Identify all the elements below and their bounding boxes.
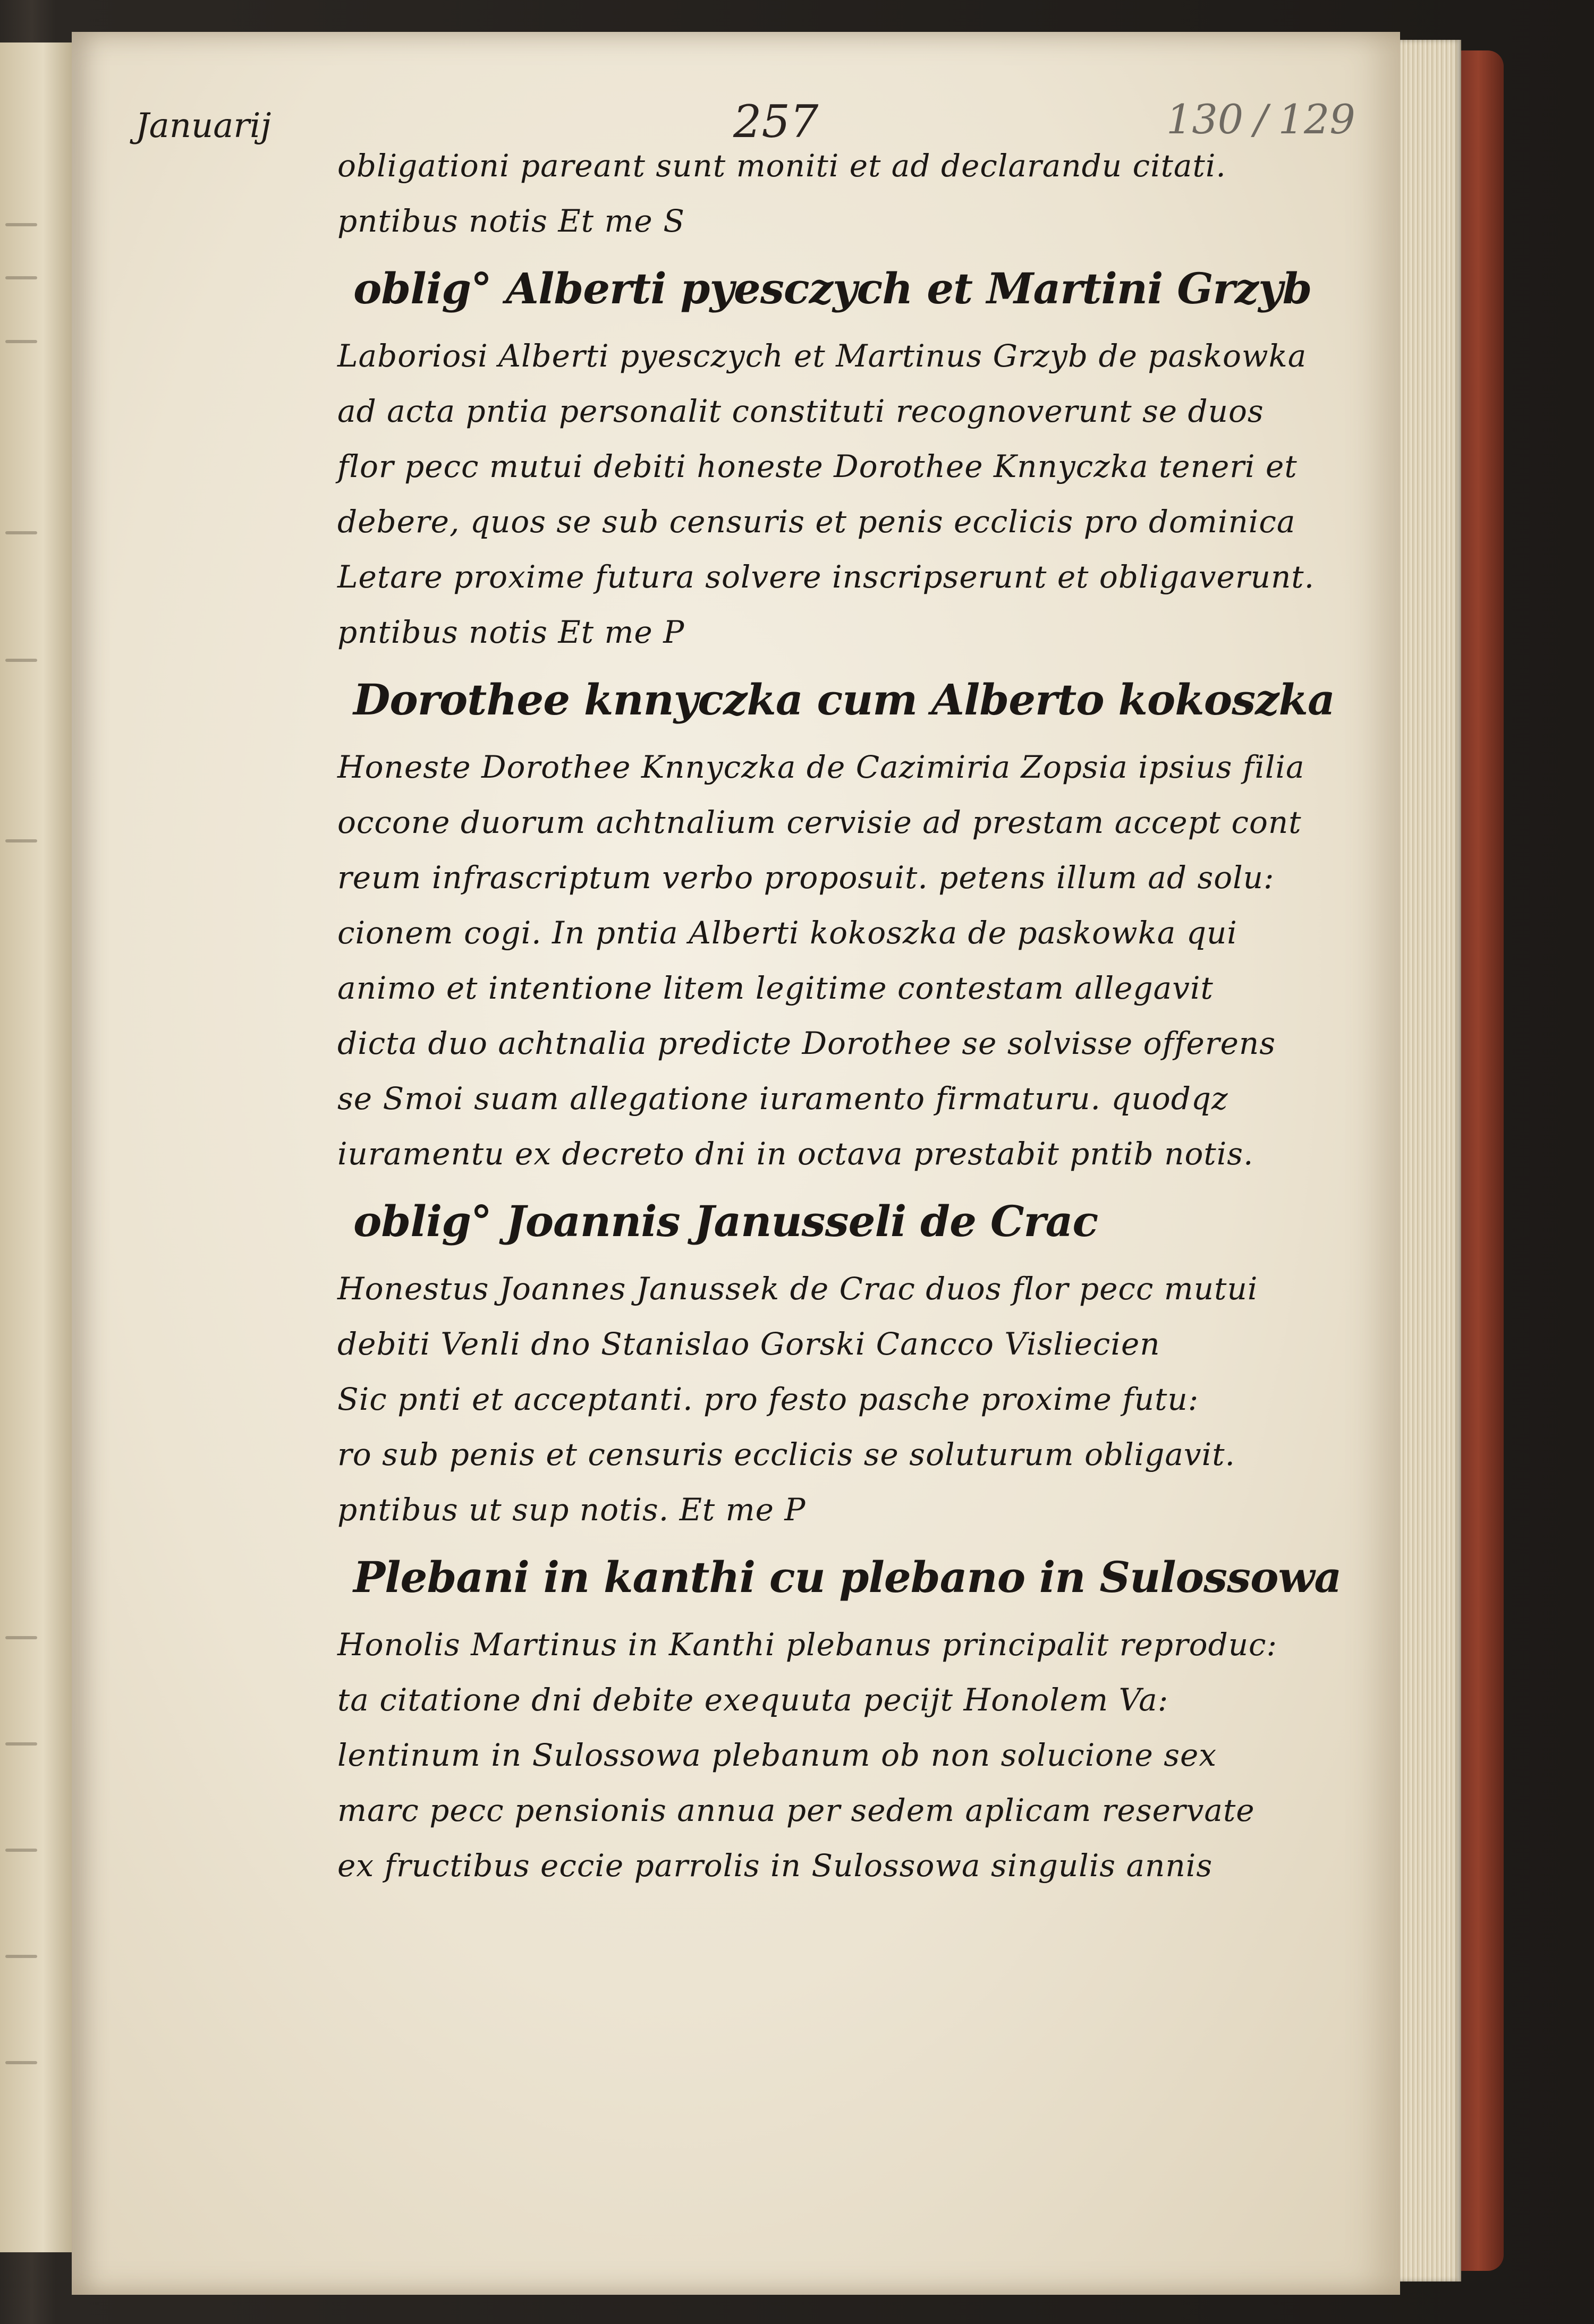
text-line: animo et intentione litem legitime contestam allegavit bbox=[337, 970, 1214, 1006]
text-line: debiti Venli dno Stanislao Gorski Cancco Visliecien bbox=[337, 1326, 1160, 1362]
text-line: ro sub penis et censuris ecclicis se soluturum obligavit. bbox=[337, 1436, 1235, 1472]
old-folio-number: 130 bbox=[1166, 96, 1244, 143]
entry-title: Plebani in kanthi cu plebano in Sulossowa bbox=[353, 1552, 1342, 1602]
entry bbox=[337, 660, 1400, 1181]
text-line: ex fructibus eccie parrolis in Sulossowa singulis annis bbox=[337, 1848, 1213, 1884]
entry-title: oblig° Joannis Janusseli de Crac bbox=[353, 1196, 1098, 1246]
folio-number: 257 bbox=[733, 96, 819, 148]
old-folio-number: 129 bbox=[1278, 96, 1355, 143]
text-line: dicta duo achtnalia predicte Dorothee se solvisse offerens bbox=[337, 1025, 1276, 1061]
leather-binding bbox=[1461, 50, 1504, 2271]
entry bbox=[337, 249, 1400, 660]
text-line: Laboriosi Alberti pyesczych et Martinus Grzyb de paskowka bbox=[337, 338, 1307, 374]
entry bbox=[337, 1181, 1400, 1537]
entry bbox=[337, 1537, 1400, 1893]
entry-title: Dorothee knnyczka cum Alberto kokoszka bbox=[353, 675, 1335, 725]
text-line: marc pecc pensionis annua per sedem aplicam reservate bbox=[337, 1792, 1255, 1828]
text-line: Honeste Dorothee Knnyczka de Cazimiria Zopsia ipsius filia bbox=[337, 749, 1305, 785]
text-line: reum infrascriptum verbo proposuit. petens illum ad solu: bbox=[337, 859, 1275, 896]
text-line: flor pecc mutui debiti honeste Dorothee Knnyczka teneri et bbox=[337, 448, 1298, 484]
facing-page-edge bbox=[0, 42, 75, 2252]
text-line: se Smoi suam allegatione iuramento firmaturu. quodqz bbox=[337, 1080, 1228, 1117]
text-line: pntibus ut sup notis. Et me P bbox=[337, 1492, 806, 1528]
text-line: ta citatione dni debite exequuta pecijt Honolem Va: bbox=[337, 1682, 1169, 1718]
text-line: debere, quos se sub censuris et penis ecclicis pro dominica bbox=[337, 504, 1296, 540]
text-line: Letare proxime futura solvere inscripserunt et obligaverunt. bbox=[337, 559, 1315, 595]
text-line: pntibus notis Et me P bbox=[337, 614, 685, 650]
text-line: Honolis Martinus in Kanthi plebanus principalit reproduc: bbox=[337, 1627, 1278, 1663]
page-block-edge bbox=[1400, 40, 1461, 2282]
text-line: ad acta pntia personalit constituti recognoverunt se duos bbox=[337, 393, 1264, 429]
month-heading: Januarij bbox=[135, 106, 272, 146]
text-line: occone duorum achtnalium cervisie ad prestam accept cont bbox=[337, 804, 1302, 840]
text-line: obligationi pareant sunt moniti et ad declarandu citati. bbox=[337, 148, 1226, 184]
text-line: iuramentu ex decreto dni in octava prestabit pntib notis. bbox=[337, 1136, 1254, 1172]
text-line: Sic pnti et acceptanti. pro festo pasche proxime futu: bbox=[337, 1381, 1199, 1417]
text-line: Honestus Joannes Janussek de Crac duos flor pecc mutui bbox=[337, 1271, 1258, 1307]
entry-title: oblig° Alberti pyesczych et Martini Grzyb bbox=[353, 263, 1312, 313]
text-line: lentinum in Sulossowa plebanum ob non solucione sex bbox=[337, 1737, 1217, 1773]
text-line: cionem cogi. In pntia Alberti kokoszka de paskowka qui bbox=[337, 915, 1237, 951]
text-line: pntibus notis Et me S bbox=[337, 203, 685, 239]
manuscript-text bbox=[337, 138, 1400, 1893]
manuscript-page bbox=[72, 32, 1400, 2295]
old-folio-numbers: 130 / 129 bbox=[1166, 96, 1355, 143]
